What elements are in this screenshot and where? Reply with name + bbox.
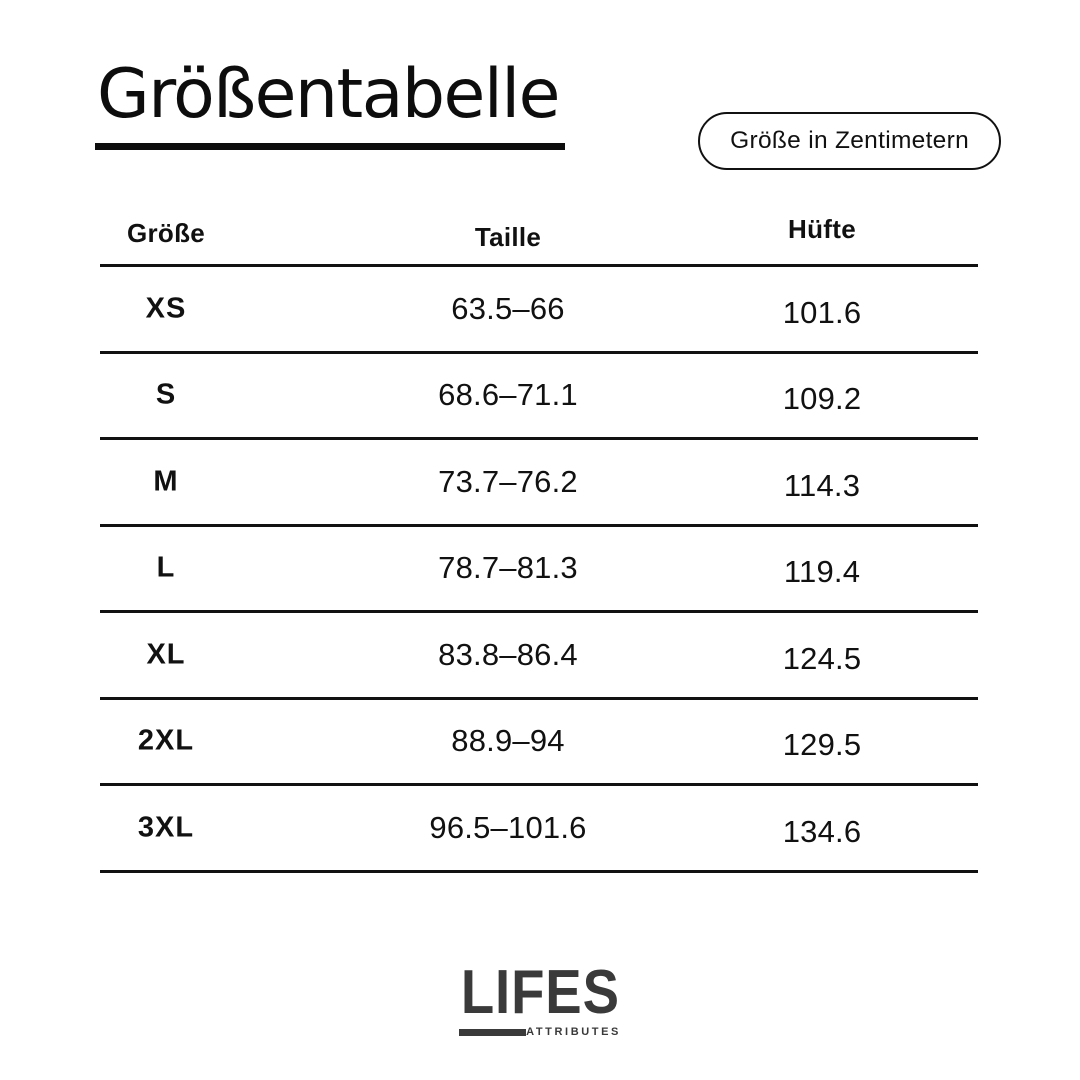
brand-logo bbox=[0, 958, 1080, 1038]
logo-wordmark: LIFES bbox=[460, 958, 620, 1027]
huefte-cell: 114.3 bbox=[783, 467, 861, 503]
table-body bbox=[100, 267, 978, 873]
huefte-cell: 109.2 bbox=[782, 381, 862, 417]
table-row bbox=[100, 700, 978, 787]
taille-cell: 63.5–66 bbox=[451, 290, 565, 326]
unit-badge-label: Größe in Zentimetern bbox=[730, 127, 969, 154]
table-row bbox=[100, 354, 978, 441]
size-cell: XS bbox=[145, 292, 187, 325]
table-header-row bbox=[100, 194, 978, 267]
huefte-cell: 134.6 bbox=[782, 813, 862, 849]
unit-badge bbox=[698, 112, 1001, 170]
size-cell: XL bbox=[146, 638, 186, 671]
size-cell: 2XL bbox=[137, 724, 195, 757]
logo-subline bbox=[459, 1026, 621, 1038]
taille-cell: 78.7–81.3 bbox=[438, 550, 578, 586]
huefte-cell: 119.4 bbox=[783, 554, 861, 590]
column-header-groesse: Größe bbox=[126, 218, 206, 248]
size-cell: S bbox=[155, 378, 177, 411]
column-header-huefte: Hüfte bbox=[788, 214, 856, 244]
size-cell: M bbox=[153, 465, 179, 498]
table-row bbox=[100, 440, 978, 527]
huefte-cell: 129.5 bbox=[782, 727, 862, 763]
taille-cell: 96.5–101.6 bbox=[429, 809, 587, 845]
page-title: Größentabelle bbox=[95, 58, 565, 150]
huefte-cell: 101.6 bbox=[782, 294, 862, 330]
huefte-cell: 124.5 bbox=[782, 640, 862, 676]
taille-cell: 68.6–71.1 bbox=[438, 377, 578, 413]
table-row bbox=[100, 786, 978, 873]
taille-cell: 83.8–86.4 bbox=[438, 636, 578, 672]
table-row bbox=[100, 613, 978, 700]
column-header-taille: Taille bbox=[474, 222, 542, 252]
taille-cell: 73.7–76.2 bbox=[438, 463, 578, 499]
logo-tagline: ATTRIBUTES bbox=[526, 1026, 621, 1038]
logo-underline-bar bbox=[459, 1029, 526, 1036]
table-row bbox=[100, 527, 978, 614]
taille-cell: 88.9–94 bbox=[451, 723, 565, 759]
size-table bbox=[100, 194, 978, 873]
table-row bbox=[100, 267, 978, 354]
size-cell: L bbox=[156, 551, 176, 584]
size-cell: 3XL bbox=[137, 811, 195, 844]
